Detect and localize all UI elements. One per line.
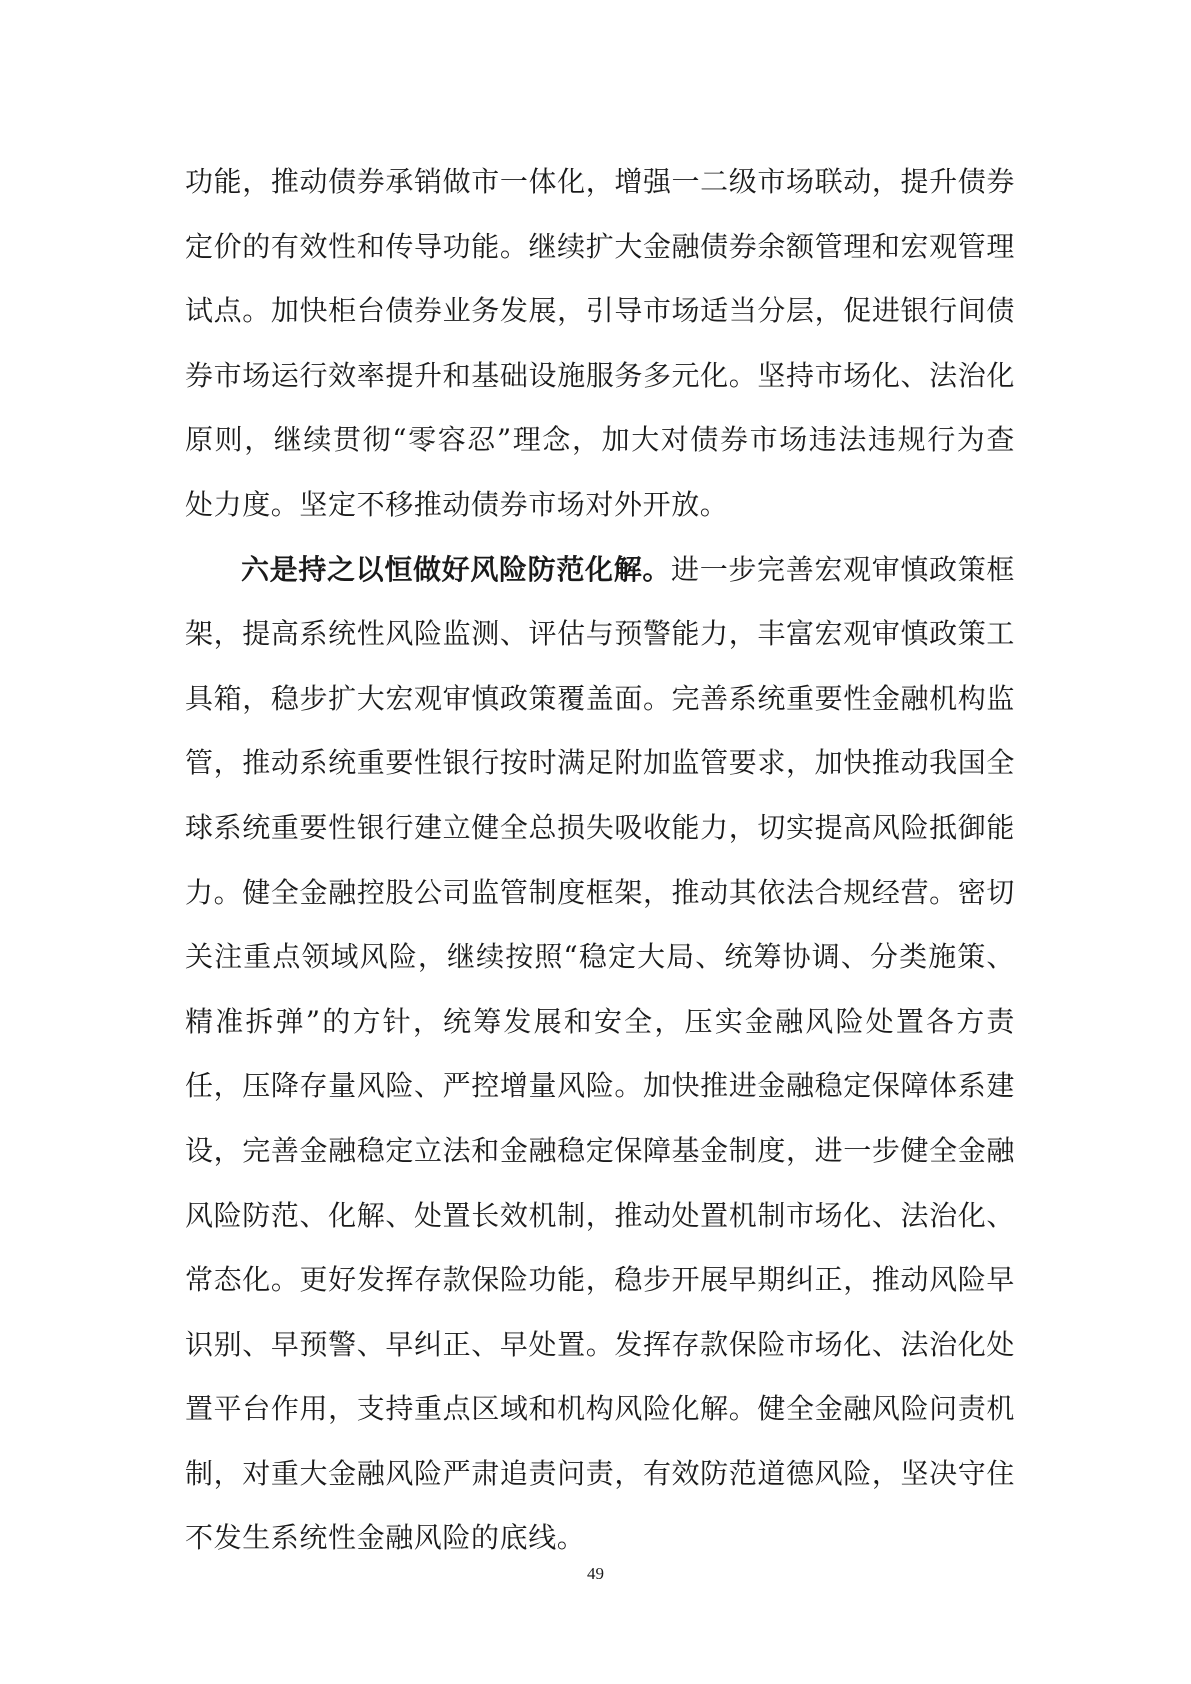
paragraph-lead-heading: 六是持之以恒做好风险防范化解。 <box>241 552 672 586</box>
paragraph-risk-prevention <box>185 538 1015 1572</box>
paragraph-risk-body: 进一步完善宏观审慎政策框架，提高系统性风险监测、评估与预警能力，丰富宏观审慎政策工具箱，稳步扩大宏观审慎政策覆盖面。完善系统重要性金融机构监管，推动系统重要性银行按时满足附加监管要求，加快推动我国全球系统重要性银行建立健全总损失吸收能力，切实提高风险抵御能力。健全金融控股公司监管制度框架，推动其依法合规经营。密切关注重点领域风险，继续按照“稳定大局、统筹协调、分类施策、精准拆弹”的方针，统筹发展和安全，压实金融风险处置各方责任，压降存量风险、严控增量风险。加快推进金融稳定保障体系建设，完善金融稳定立法和金融稳定保障基金制度，进一步健全金融风险防范、化解、处置长效机制，推动处置机制市场化、法治化、常态化。更好发挥存款保险功能，稳步开展早期纠正，推动风险早识别、早预警、早纠正、早处置。发挥存款保险市场化、法治化处置平台作用，支持重点区域和机构风险化解。健全金融风险问责机制，对重大金融风险严肃追责问责，有效防范道德风险，坚决守住不发生系统性金融风险的底线。 <box>185 552 1015 1555</box>
paragraph-bond-market: 功能，推动债券承销做市一体化，增强一二级市场联动，提升债券定价的有效性和传导功能。继续扩大金融债券余额管理和宏观管理试点。加快柜台债券业务发展，引导市场适当分层，促进银行间债券市场运行效率提升和基础设施服务多元化。坚持市场化、法治化原则，继续贯彻“零容忍”理念，加大对债券市场违法违规行为查处力度。坚定不移推动债券市场对外开放。 <box>185 165 1015 521</box>
body-text <box>185 150 1015 1571</box>
page-number: 49 <box>587 1564 604 1583</box>
